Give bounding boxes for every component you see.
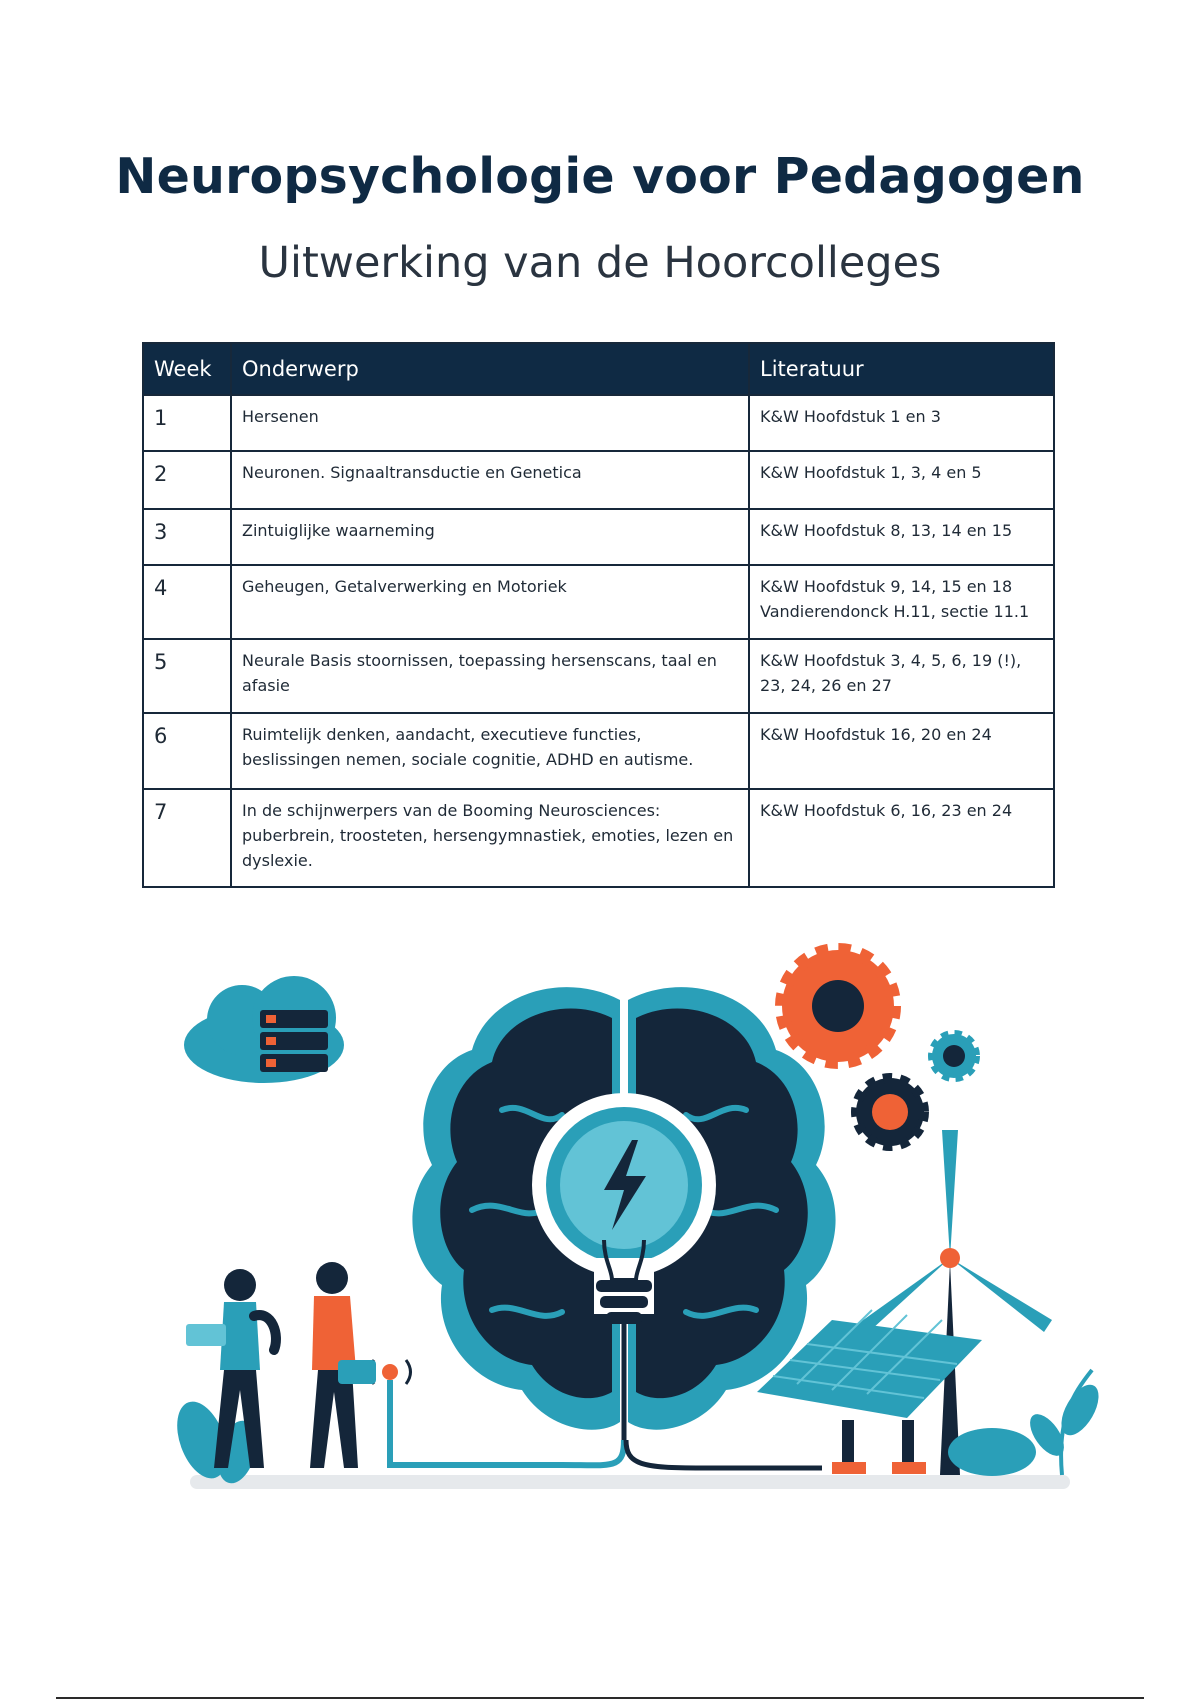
document-subtitle: Uitwerking van de Hoorcolleges xyxy=(258,238,942,288)
topic-cell: In de schijnwerpers van de Booming Neurosciences: puberbrein, troosteten, hersengymnastiek, emoties, lezen en dyslexie. xyxy=(231,789,749,887)
topic-cell: Neurale Basis stoornissen, toepassing hersenscans, taal en afasie xyxy=(231,639,749,713)
table-row xyxy=(143,639,1054,713)
week-cell: 2 xyxy=(143,451,231,509)
literature-line: K&W Hoofdstuk 8, 13, 14 en 15 xyxy=(760,521,1013,540)
table-row xyxy=(143,565,1054,639)
literature-cell xyxy=(749,639,1054,713)
literature-cell xyxy=(749,509,1054,565)
literature-line: K&W Hoofdstuk 16, 20 en 24 xyxy=(760,725,992,744)
gear-icon xyxy=(932,1034,976,1078)
week-cell: 7 xyxy=(143,789,231,887)
literature-line: K&W Hoofdstuk 6, 16, 23 en 24 xyxy=(760,801,1013,820)
cloud-server-icon xyxy=(184,976,344,1083)
header-topic: Onderwerp xyxy=(231,343,749,395)
header-literature: Literatuur xyxy=(749,343,1054,395)
literature-line: K&W Hoofdstuk 3, 4, 5, 6, 19 (!), 23, 24, 26 en 27 xyxy=(760,651,1022,695)
table-header-row xyxy=(143,343,1054,395)
lecture-schedule-table xyxy=(142,342,1055,888)
table-row xyxy=(143,451,1054,509)
document-title: Neuropsychologie voor Pedagogen xyxy=(115,148,1085,205)
footer-divider xyxy=(56,1697,1144,1699)
wind-turbine-icon xyxy=(852,1130,1052,1475)
literature-cell xyxy=(749,395,1054,451)
table-row xyxy=(143,789,1054,887)
table-row xyxy=(143,395,1054,451)
gear-icon xyxy=(856,1078,924,1146)
brain-energy-illustration xyxy=(142,940,1102,1500)
literature-cell xyxy=(749,713,1054,789)
literature-cell xyxy=(749,789,1054,887)
week-cell: 4 xyxy=(143,565,231,639)
week-cell: 5 xyxy=(143,639,231,713)
literature-line: K&W Hoofdstuk 1 en 3 xyxy=(760,407,941,426)
topic-cell: Zintuiglijke waarneming xyxy=(231,509,749,565)
plant-icon xyxy=(948,1370,1102,1476)
topic-cell: Hersenen xyxy=(231,395,749,451)
ground-shadow xyxy=(190,1475,1070,1489)
week-cell: 1 xyxy=(143,395,231,451)
literature-cell xyxy=(749,451,1054,509)
literature-cell xyxy=(749,565,1054,639)
literature-line: K&W Hoofdstuk 9, 14, 15 en 18 xyxy=(760,577,1013,596)
header-week: Week xyxy=(143,343,231,395)
table-row xyxy=(143,509,1054,565)
literature-line: Vandierendonck H.11, sectie 11.1 xyxy=(760,602,1030,621)
topic-cell: Ruimtelijk denken, aandacht, executieve functies, beslissingen nemen, sociale cognitie, ADHD en autisme. xyxy=(231,713,749,789)
week-cell: 6 xyxy=(143,713,231,789)
literature-line: K&W Hoofdstuk 1, 3, 4 en 5 xyxy=(760,463,982,482)
cable xyxy=(626,1440,822,1468)
topic-cell: Neuronen. Signaaltransductie en Genetica xyxy=(231,451,749,509)
week-cell: 3 xyxy=(143,509,231,565)
table-row xyxy=(143,713,1054,789)
topic-cell: Geheugen, Getalverwerking en Motoriek xyxy=(231,565,749,639)
gear-icon xyxy=(782,950,894,1062)
